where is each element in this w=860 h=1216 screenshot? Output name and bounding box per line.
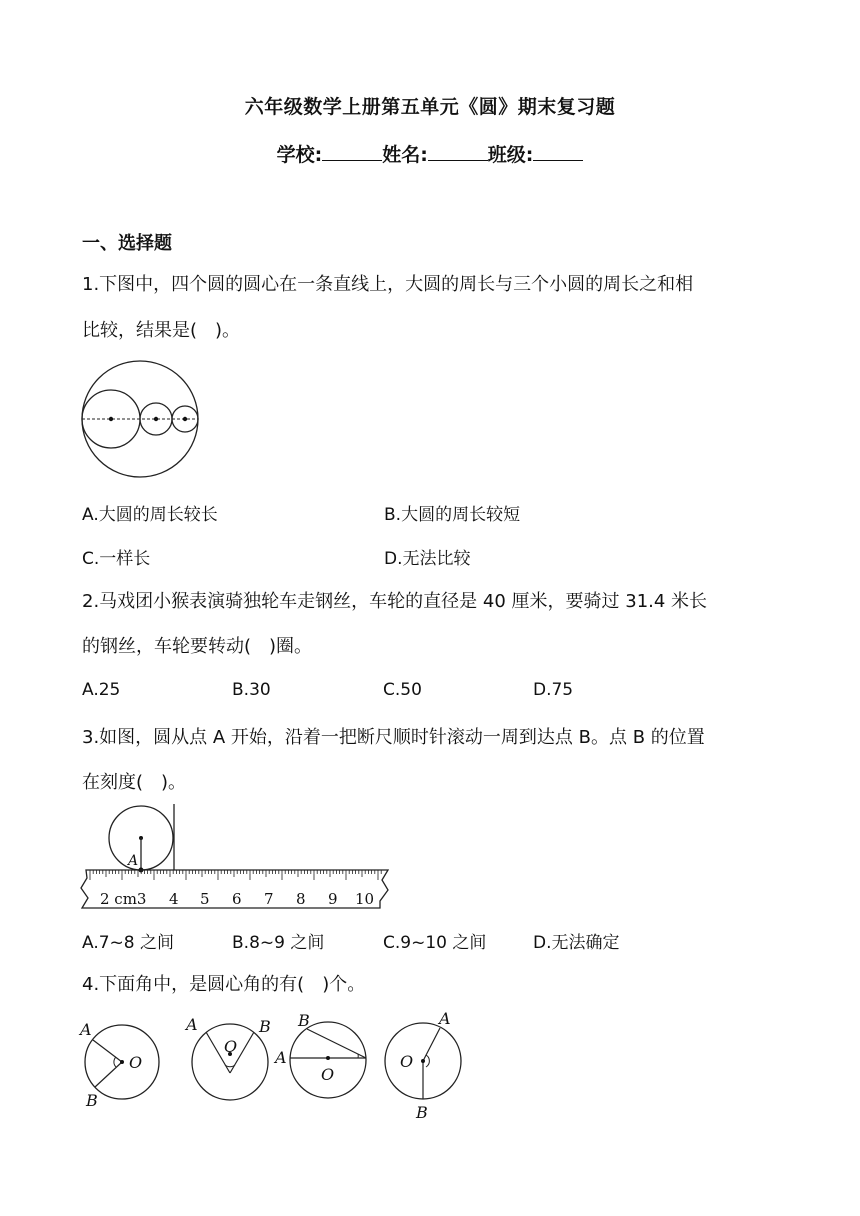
school-blank[interactable] <box>322 142 382 161</box>
question-2-line1: 2.马戏团小猴表演骑独轮车走钢丝，车轮的直径是 40 厘米，要骑过 31.4 米长 <box>82 591 708 612</box>
page-title: 六年级数学上册第五单元《圆》期末复习题 <box>244 96 616 118</box>
name-blank[interactable] <box>428 142 488 161</box>
class-label: 班级: <box>487 144 534 166</box>
school-label: 学校: <box>276 144 323 166</box>
ruler-label-9: 9 <box>328 890 338 908</box>
q1-circles-figure <box>78 360 206 478</box>
question-1-line1: 1.下图中，四个圆的圆心在一条直线上，大圆的周长与三个小圆的周长之和相 <box>82 274 694 295</box>
q1-option-d[interactable]: D.无法比较 <box>384 549 471 569</box>
ruler-label-4: 4 <box>169 890 179 908</box>
q3-option-a[interactable]: A.7~8 之间 <box>82 933 175 953</box>
section-heading: 一、选择题 <box>82 233 172 254</box>
svg-text:O: O <box>224 1037 238 1056</box>
q2-option-c[interactable]: C.50 <box>383 680 422 700</box>
q3-option-b[interactable]: B.8~9 之间 <box>232 933 325 953</box>
svg-text:B: B <box>416 1103 428 1122</box>
q3-ruler-figure <box>78 802 394 912</box>
svg-text:B: B <box>259 1017 271 1036</box>
class-blank[interactable] <box>533 142 583 161</box>
ruler-labels <box>100 890 374 908</box>
q1-option-a[interactable]: A.大圆的周长较长 <box>82 505 218 525</box>
q3-option-d[interactable]: D.无法确定 <box>533 933 620 953</box>
svg-text:B: B <box>86 1091 98 1110</box>
ruler-label-5: 5 <box>200 890 210 908</box>
student-info-line <box>0 140 860 167</box>
question-3-line2: 在刻度( )。 <box>82 772 187 793</box>
center-dot-1 <box>109 417 113 421</box>
ruler-label-7: 7 <box>264 890 274 908</box>
question-1-line2: 比较，结果是( )。 <box>82 320 241 341</box>
ruler-ticks <box>90 870 381 880</box>
point-a-label: A <box>128 853 139 869</box>
svg-text:B: B <box>298 1011 310 1030</box>
center-dot-2 <box>154 417 158 421</box>
svg-text:O: O <box>321 1065 335 1084</box>
angle-figure-1 <box>78 1020 159 1110</box>
question-2-line2: 的钢丝，车轮要转动( )圈。 <box>82 636 313 657</box>
svg-text:A: A <box>186 1015 198 1034</box>
q2-option-a[interactable]: A.25 <box>82 680 121 700</box>
center-dot-3 <box>183 417 187 421</box>
q2-option-d[interactable]: D.75 <box>533 680 574 700</box>
ruler-label-10: 10 <box>355 890 375 908</box>
q1-option-c[interactable]: C.一样长 <box>82 549 151 569</box>
svg-text:A: A <box>439 1010 451 1028</box>
svg-text:A: A <box>80 1020 92 1039</box>
angle-figure-3 <box>273 1011 366 1098</box>
q3-option-c[interactable]: C.9~10 之间 <box>383 933 487 953</box>
question-3-line1: 3.如图，圆从点 A 开始，沿着一把断尺顺时针滚动一周到达点 B。点 B 的位置 <box>82 727 705 748</box>
svg-text:A: A <box>275 1048 287 1067</box>
angle-figure-2 <box>184 1015 271 1100</box>
ruler-label-2-3: 2 cm3 <box>100 890 147 908</box>
ruler-label-8: 8 <box>296 890 306 908</box>
question-4-line1: 4.下面角中，是圆心角的有( )个。 <box>82 974 366 995</box>
svg-text:O: O <box>129 1053 143 1072</box>
q4-angles-figure <box>78 1010 468 1122</box>
angle-figure-4 <box>385 1010 461 1122</box>
ruler-label-6: 6 <box>232 890 242 908</box>
q2-option-b[interactable]: B.30 <box>232 680 271 700</box>
q1-option-b[interactable]: B.大圆的周长较短 <box>384 505 521 525</box>
svg-text:O: O <box>400 1052 414 1071</box>
name-label: 姓名: <box>382 144 428 166</box>
